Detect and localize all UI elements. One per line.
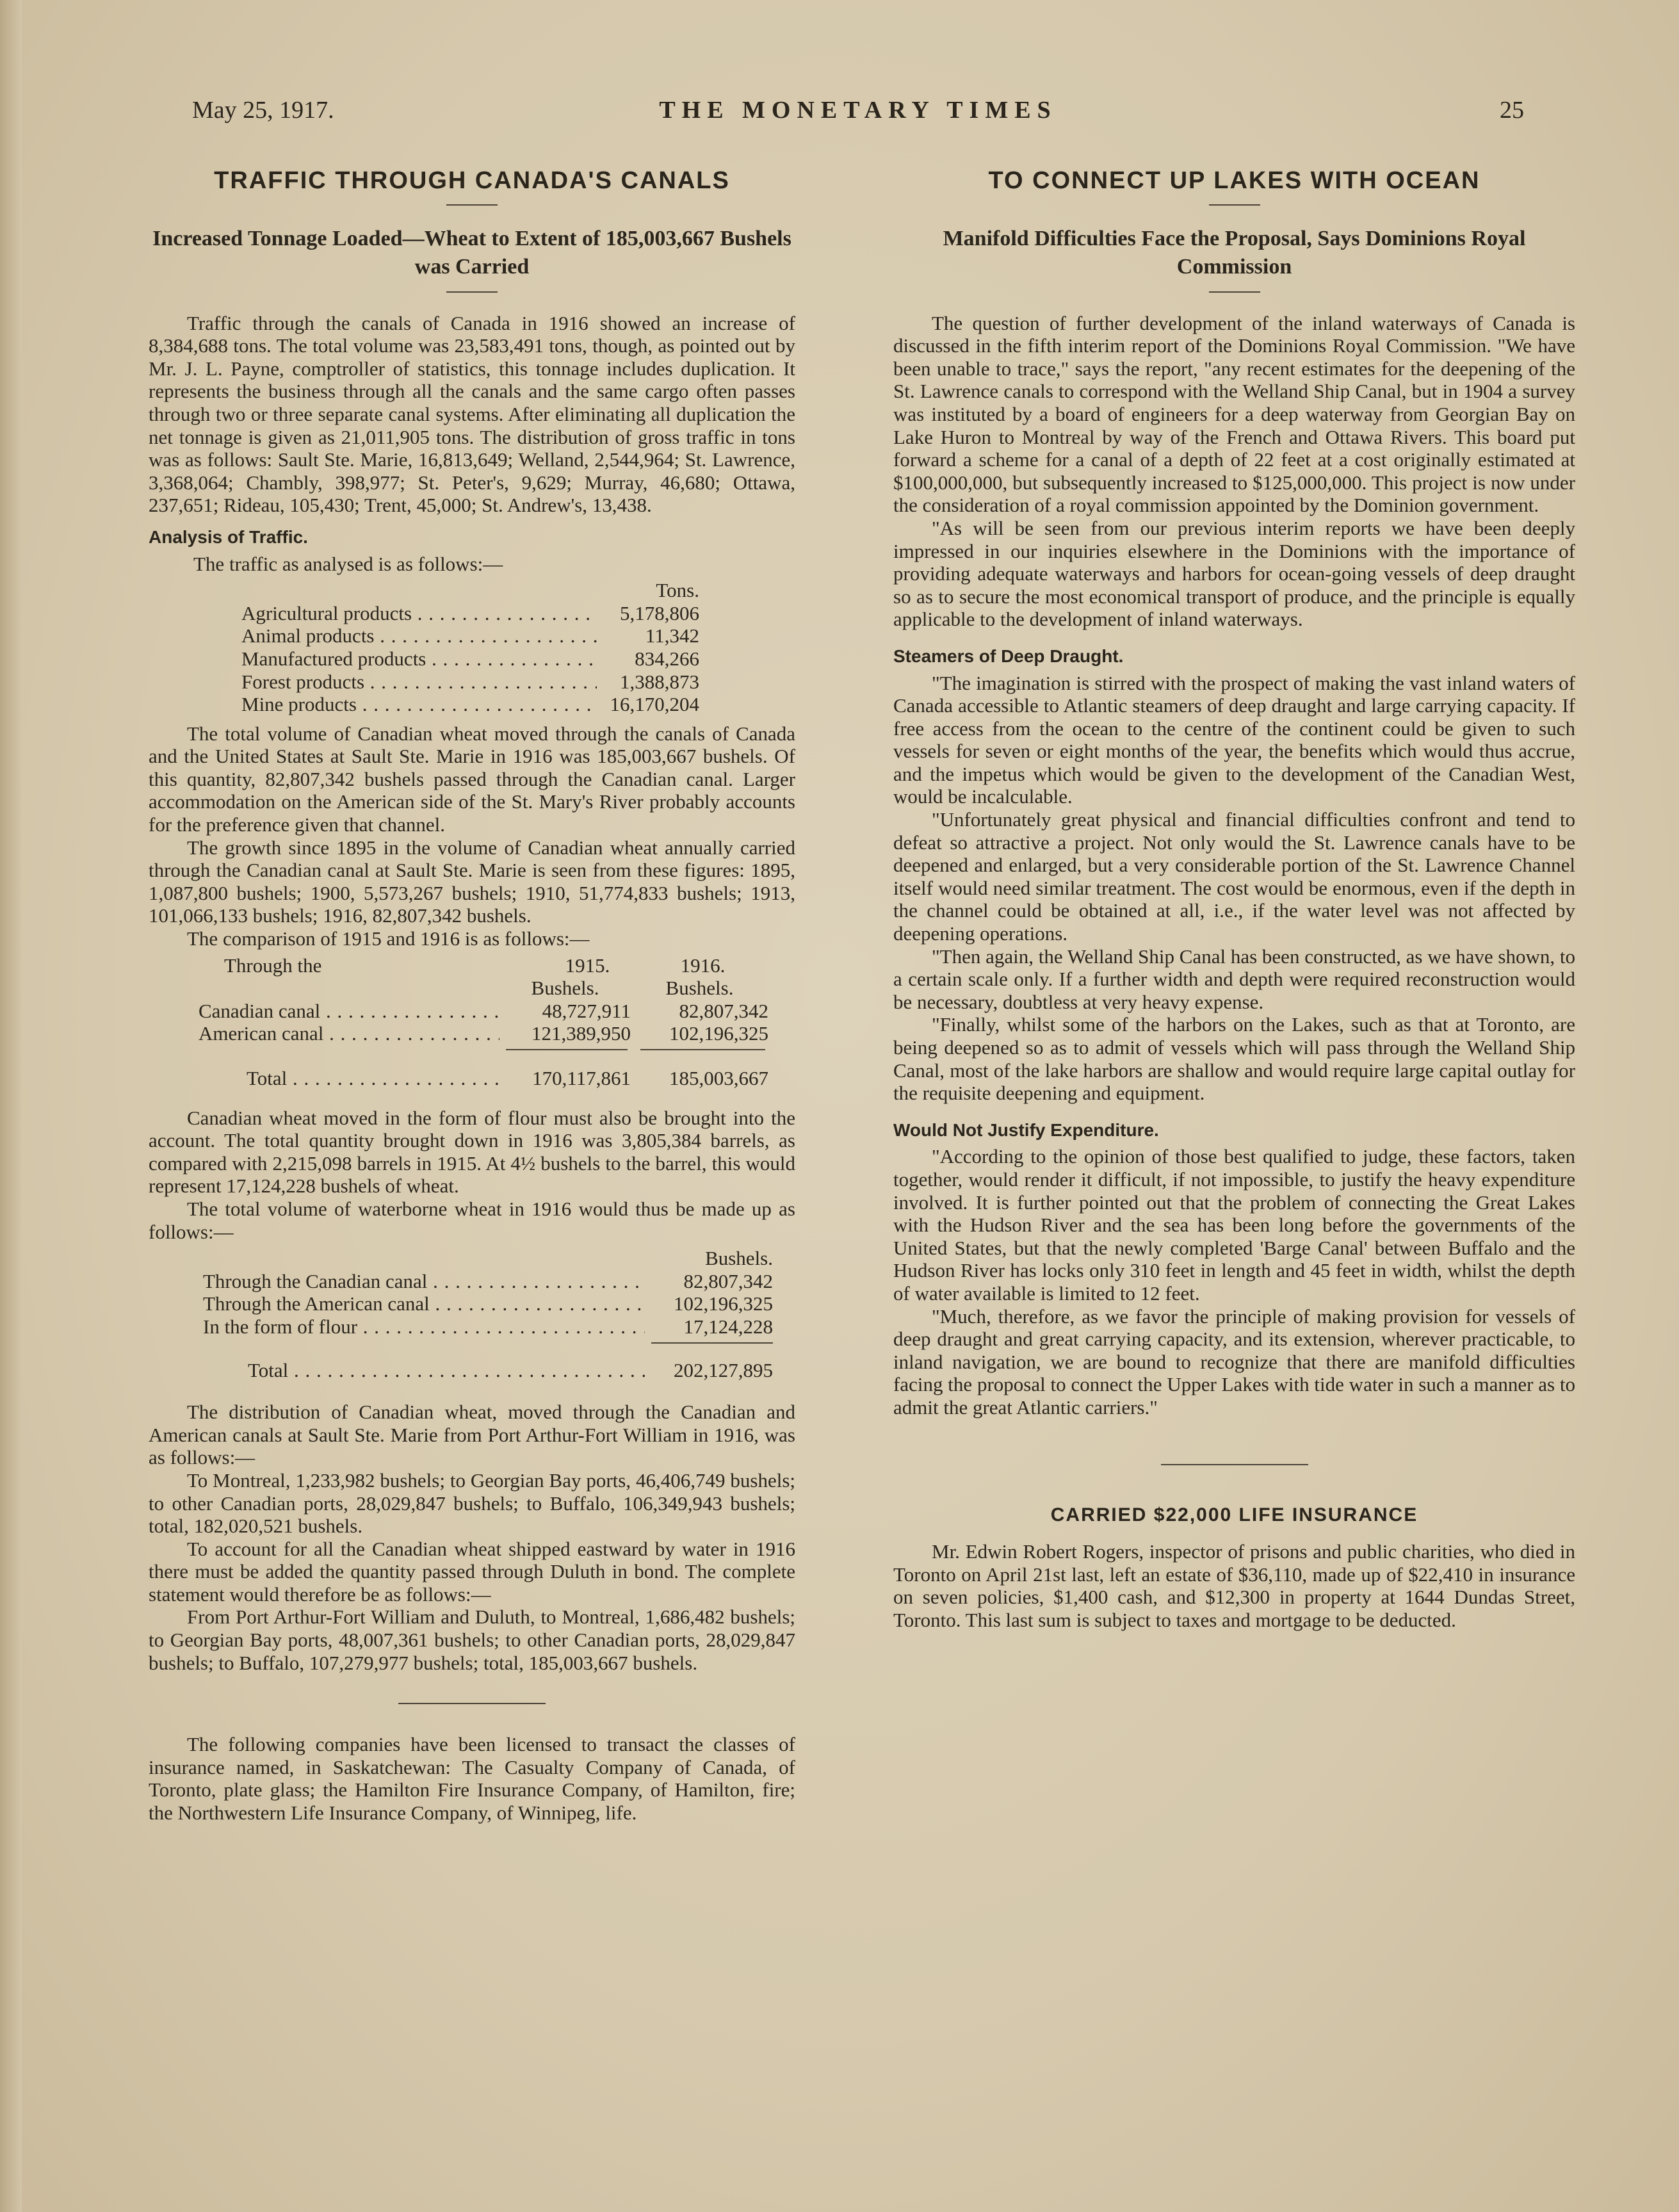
column-unit: Bushels. <box>665 977 734 1000</box>
right-paragraph: "As will be seen from our previous interim reports we have been deeply impressed in our inquiries elsewhere in the Dominions with the importance of providing adequate waterways and harbors for ocean-going vessels of deep draught so as to secure the most economical transport of produce, and the principle is equally applicable to the development of inland waterways. <box>893 516 1575 631</box>
right-paragraph: "Finally, whilst some of the harbors on the Lakes, such as that at Toronto, are being deepened so as to admit of vessels which will pass through the Welland Ship Canal, most of the lake harbors are shallow and would require large capital outlay for the requisite deepening and equipment. <box>893 1013 1575 1105</box>
row-label: Forest products <box>241 670 365 693</box>
row-value: 102,196,325 <box>674 1292 773 1315</box>
title-rule <box>446 204 498 206</box>
total-rule <box>199 1049 778 1050</box>
section-rule <box>1161 1464 1308 1465</box>
right-article-title: TO CONNECT UP LAKES WITH OCEAN <box>988 167 1480 194</box>
row-label: Through the Canadian canal <box>203 1269 428 1292</box>
table-total-row <box>203 1359 778 1382</box>
column-header: Bushels. <box>705 1247 773 1270</box>
analysis-table <box>241 579 699 716</box>
right-article-subtitle: Manifold Difficulties Face the Proposal, Says Dominions Royal Commission <box>943 226 1526 279</box>
row-label: Mine products <box>241 693 357 716</box>
table-row <box>241 602 699 625</box>
insurance-license-notice: The following companies have been licensed to transact the classes of insurance named, in Saskatchewan: The Casualty Company of Canada, of Toronto, plate glass; the Hamilton Fire Insurance Company, of Hamilton, fire; the Northwestern Life Insurance Company, of Winnipeg, life. <box>149 1733 795 1825</box>
row-value: 17,124,228 <box>683 1315 773 1338</box>
left-paragraph: To Montreal, 1,233,982 bushels; to Georgian Bay ports, 46,406,749 bushels; to other Canadian ports, 28,029,847 bushels; to Buffalo, 106,349,943 bushels; total, 182,020,521 bushels. <box>149 1468 795 1538</box>
table-row <box>203 1292 778 1315</box>
row-label: Canadian canal <box>199 999 321 1022</box>
left-article-title: TRAFFIC THROUGH CANADA'S CANALS <box>214 167 730 194</box>
section-heading: Analysis of Traffic. <box>149 526 308 547</box>
total-label: Total <box>248 1358 289 1381</box>
page-number: 25 <box>1500 97 1524 124</box>
table-total-row <box>199 1067 778 1090</box>
row-value: 48,727,911 <box>542 999 631 1022</box>
section-rule <box>398 1703 546 1704</box>
table-header-row <box>199 954 778 977</box>
left-paragraph: The growth since 1895 in the volume of Canadian wheat annually carried through the Canadian canal at Sault Ste. Marie is seen from these figures: 1895, 1,087,800 bushels; 1900, 5,573,267 bushels; 1910, 51,774,833 bushels; 1913, 101,066,133 bushels; 1916, 82,807,342 bushels. <box>149 836 795 927</box>
left-paragraph: Traffic through the canals of Canada in 1916 showed an increase of 8,384,688 tons. The total volume was 23,583,491 tons, though, as pointed out by Mr. J. L. Payne, comptroller of statistics, this tonnage includes duplication. It represents the business through all the canals and the same cargo often passes through two or three separate canal systems. After eliminating all duplication the net tonnage is given as 21,011,905 tons. The distribution of gross traffic in tons was as follows: Sault Ste. Marie, 16,813,649; Welland, 2,544,964; St. Lawrence, 3,368,064; Chambly, 398,977; St. Peter's, 9,629; Murray, 46,680; Ottawa, 237,651; Rideau, 105,430; Trent, 45,000; St. Andrew's, 13,438. <box>149 311 795 517</box>
comparison-table <box>199 954 778 1090</box>
left-paragraph: Canadian wheat moved in the form of flour must also be brought into the account. The total quantity brought down in 1916 was 3,805,384 barrels, as compared with 2,215,098 barrels in 1915. At 4½ bushels to the barrel, this would represent 17,124,228 bushels of wheat. <box>149 1106 795 1198</box>
column-header: Through the <box>224 954 322 977</box>
row-value: 16,170,204 <box>610 693 699 716</box>
row-value: 82,807,342 <box>683 1269 773 1292</box>
table-row <box>241 647 699 671</box>
life-insurance-headline: CARRIED $22,000 LIFE INSURANCE <box>1050 1504 1418 1525</box>
table-row <box>241 693 699 716</box>
column-header: Tons. <box>656 579 699 602</box>
row-label: In the form of flour <box>203 1315 358 1338</box>
row-label: Animal products <box>241 624 375 647</box>
life-insurance-paragraph: Mr. Edwin Robert Rogers, inspector of prisons and public charities, who died in Toronto on April 21st last, left an estate of $36,110, made up of $22,410 in insurance on seven policies, $1,400 cash, and $12,300 in property at 1644 Dundas Street, Toronto. This last sum is subject to taxes and mortgage to be deducted. <box>893 1540 1575 1631</box>
total-rule <box>203 1342 778 1344</box>
left-paragraph: The comparison of 1915 and 1916 is as follows:— <box>187 927 590 950</box>
row-label: Agricultural products <box>241 601 412 624</box>
row-value: 82,807,342 <box>679 999 768 1022</box>
column-header: 1916. <box>680 954 726 977</box>
left-paragraph: The traffic as analysed is as follows:— <box>193 552 503 575</box>
table-header-row <box>199 977 778 1000</box>
table-row <box>203 1270 778 1293</box>
table-header-row <box>203 1247 778 1270</box>
row-value: 11,342 <box>645 624 699 647</box>
row-value: 1,388,873 <box>620 670 699 693</box>
table-row <box>241 624 699 647</box>
row-label: American canal <box>199 1022 324 1045</box>
section-heading: Steamers of Deep Draught. <box>893 646 1124 666</box>
waterborne-table <box>203 1247 778 1381</box>
table-header-row <box>241 579 699 602</box>
row-label: Through the American canal <box>203 1292 430 1315</box>
total-value: 185,003,667 <box>669 1067 768 1089</box>
page-header <box>192 96 1524 141</box>
left-paragraph: The total volume of waterborne wheat in 1916 would thus be made up as follows:— <box>149 1197 795 1243</box>
left-paragraph: From Port Arthur-Fort William and Duluth, to Montreal, 1,686,482 bushels; to Georgian Bay ports, 48,007,361 bushels; to other Canadian ports, 28,029,847 bushels; to Buffalo, 107,279,977 bushels; total, 185,003,667 bushels. <box>149 1606 795 1674</box>
left-paragraph: To account for all the Canadian wheat shipped eastward by water in 1916 there must be added the quantity passed through Duluth in bond. The complete statement would therefore be as follows:— <box>149 1537 795 1606</box>
table-row <box>199 1022 778 1045</box>
section-heading: Would Not Justify Expenditure. <box>893 1119 1159 1140</box>
row-value: 121,389,950 <box>531 1022 631 1045</box>
row-value: 834,266 <box>635 647 699 670</box>
left-column <box>149 167 795 1825</box>
subtitle-rule <box>446 291 498 293</box>
table-row <box>203 1315 778 1338</box>
title-rule <box>1209 204 1260 206</box>
page-binding-edge <box>0 0 22 2212</box>
row-label: Manufactured products <box>241 647 426 670</box>
total-label: Total <box>247 1067 288 1089</box>
total-value: 202,127,895 <box>674 1358 773 1381</box>
row-value: 5,178,806 <box>620 601 699 624</box>
subtitle-rule <box>1209 291 1260 293</box>
right-paragraph: "According to the opinion of those best qualified to judge, these factors, taken together, would render it difficult, if not impossible, to justify the heavy expenditure involved. It is further pointed out that the problem of connecting the Great Lakes with the Hudson River and the sea has been long before the governments of the United States, but that the newly completed 'Barge Canal' between Buffalo and the Hudson River has locks only 310 feet in length and 45 feet in width, whilst the depth of water available is limited to 12 feet. <box>893 1145 1575 1305</box>
left-paragraph: The total volume of Canadian wheat moved through the canals of Canada and the United States at Sault Ste. Marie in 1916 was 185,003,667 bushels. Of this quantity, 82,807,342 bushels passed through the Canadian canal. Larger accommodation on the American side of the St. Mary's River probably accounts for the preference given that channel. <box>149 722 795 836</box>
issue-date: May 25, 1917. <box>192 97 334 124</box>
right-paragraph: "Then again, the Welland Ship Canal has been constructed, as we have shown, to a certain scale only. If a further width and depth were required reconstruction would be necessary, doubtless at very heavy expense. <box>893 945 1575 1013</box>
masthead: THE MONETARY TIMES <box>659 97 1057 124</box>
table-row <box>241 671 699 694</box>
left-article-subtitle: Increased Tonnage Loaded—Wheat to Extent of 185,003,667 Bushels was Carried <box>152 226 791 279</box>
right-paragraph: "Unfortunately great physical and financial difficulties confront and tend to defeat so attractive a project. Not only would the St. Lawrence canals have to be deepened and enlarged, but a very considerable portion of the St. Lawrence Channel itself would need similar treatment. The cost would be enormous, even if the depth in the channel could be obtained at all, i.e., if the water level was not affected by deepening operations. <box>893 808 1575 945</box>
left-paragraph: The distribution of Canadian wheat, moved through the Canadian and American canals at Sault Ste. Marie from Port Arthur-Fort William in 1916, was as follows:— <box>149 1401 795 1469</box>
right-paragraph: The question of further development of the inland waterways of Canada is discussed in the fifth interim report of the Dominions Royal Commission. "We have been unable to trace," says the report, "any recent estimates for the deepening of the St. Lawrence canals to correspond with the Welland Ship Canal, but in 1904 a survey was instituted by a board of engineers for a deep waterway from Georgian Bay on Lake Huron to Montreal by way of the French and Ottawa Rivers. This board put forward a scheme for a canal of a depth of 22 feet at a cost originally estimated at $100,000,000, but subsequently increased to $125,000,000. This project is now under the consideration of a royal commission appointed by the Dominion government. <box>893 311 1575 517</box>
right-paragraph: "The imagination is stirred with the prospect of making the vast inland waters of Canada accessible to Atlantic steamers of deep draught and large carrying capacity. If free access from the ocean to the centre of the continent could be given to such vessels for seven or eight months of the year, the benefits which would thus accrue, and the impetus which would be given to the development of the Canadian West, would be incalculable. <box>893 671 1575 808</box>
column-unit: Bushels. <box>531 977 599 1000</box>
right-column <box>893 167 1575 1631</box>
column-header: 1915. <box>565 954 610 977</box>
table-row <box>199 1000 778 1023</box>
row-value: 102,196,325 <box>669 1022 768 1045</box>
total-value: 170,117,861 <box>532 1067 631 1089</box>
right-paragraph: "Much, therefore, as we favor the principle of making provision for vessels of deep draught and great carrying capacity, and its extension, wherever practicable, to inland navigation, we are bound to recognize that there are manifold difficulties facing the proposal to connect the Upper Lakes with tide water in such a manner as to admit the great Atlantic carriers." <box>893 1305 1575 1419</box>
